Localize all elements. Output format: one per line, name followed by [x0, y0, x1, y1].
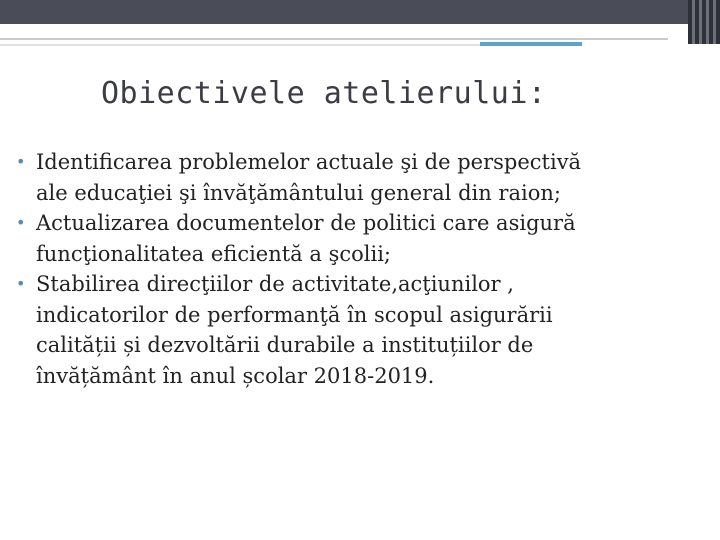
bullet-3-line-2: indicatorilor de performanţă în scopul asigurării — [36, 302, 553, 327]
header-divider-line — [0, 38, 668, 40]
bullet-icon: • — [16, 152, 26, 171]
slide-title: Obiectivele atelierului: — [101, 76, 547, 111]
top-decorative-bar — [0, 0, 720, 24]
bullet-3-line-1: Stabilirea direcţiilor de activitate,acţiunilor , — [36, 272, 514, 296]
header-underline — [0, 44, 480, 46]
bullet-3-line-4: învățământ în anul școlar 2018-2019. — [36, 363, 435, 388]
bullet-item-3 — [16, 269, 706, 391]
bullet-3-line-3: calității și dezvoltării durabile a instituțiilor de — [36, 333, 534, 357]
top-light-band — [0, 24, 720, 44]
bullet-icon: • — [16, 274, 26, 293]
header-accent-line — [480, 42, 582, 46]
bullet-icon: • — [16, 213, 26, 232]
bullet-item-2 — [16, 208, 706, 269]
bullet-2-line-1: Actualizarea documentelor de politici care asigură — [36, 211, 576, 235]
bullet-item-1 — [16, 147, 706, 208]
bullet-1-line-1: Identificarea problemelor actuale şi de perspectivă — [36, 150, 582, 174]
corner-stripes-decoration — [688, 0, 720, 44]
bullet-1-line-2: ale educaţiei şi învăţământului general din raion; — [36, 180, 561, 205]
bullet-list — [16, 147, 706, 391]
bullet-2-line-2: funcţionalitatea eficientă a şcolii; — [36, 241, 391, 266]
